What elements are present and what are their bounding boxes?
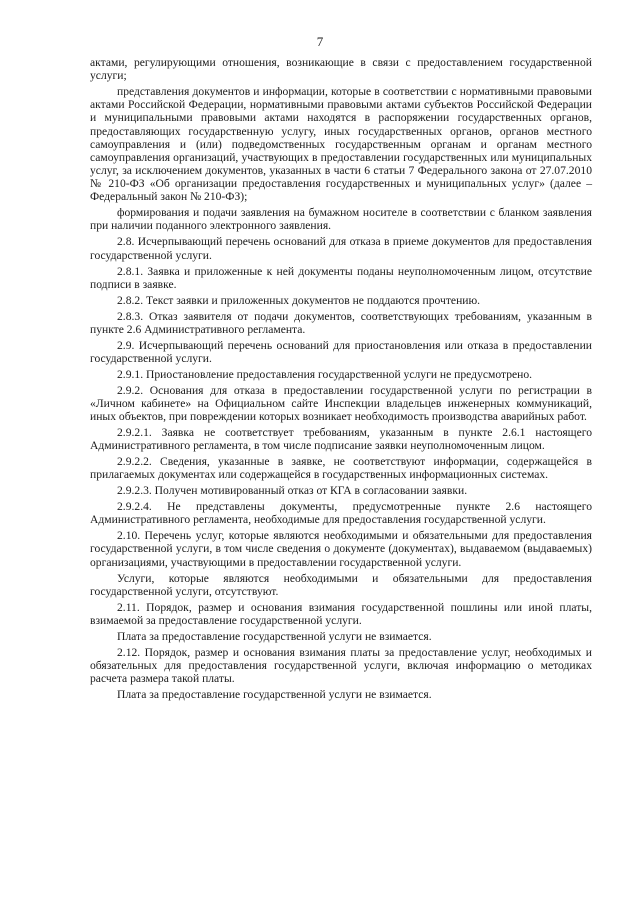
paragraph-2-8-1: 2.8.1. Заявка и приложенные к ней документы поданы неуполномоченным лицом, отсутствие подписи в заявке. (90, 264, 592, 291)
page-number: 7 (316, 34, 324, 49)
paragraph-2-9-2-3: 2.9.2.3. Получен мотивированный отказ от КГА в согласовании заявки. (117, 484, 468, 498)
paragraph-2-8: 2.8. Исчерпывающий перечень оснований для отказа в приеме документов для предоставления государственной услуги. (90, 235, 592, 262)
paragraph-acts-continuation: актами, регулирующими отношения, возникающие в связи с предоставлением государственной услуги; (90, 56, 592, 83)
paragraph-2-10: 2.10. Перечень услуг, которые являются необходимыми и обязательными для предоставления государственной услуги, в том числе сведения о документе (документах), выдаваемом (выдаваемых) организациями, участвующими в предоставлении государственной услуги. (90, 529, 592, 569)
paragraph-2-11: 2.11. Порядок, размер и основания взимания государственной пошлины или иной платы, взимаемой за предоставление государственной услуги. (90, 600, 592, 627)
paragraph-fee-not-charged-2: Плата за предоставление государственной услуги не взимается. (117, 688, 432, 702)
paragraph-2-12: 2.12. Порядок, размер и основания взимания платы за предоставление услуг, необходимых и обязательных для предоставления государственной услуги, включая информацию о методиках расчета размера такой платы. (90, 645, 592, 686)
paragraph-2-9-2: 2.9.2. Основания для отказа в предоставлении государственной услуги по регистрации в «Личном кабинете» на Официальном сайте Инспекции владельцев инженерных коммуникаций, иных объектов, при повреждении которых возникает необходимость производства аварийных работ. (90, 383, 592, 424)
paragraph-2-8-3: 2.8.3. Отказ заявителя от подачи документов, соответствующих требованиям, указанным в пункте 2.6 Административного регламента. (90, 309, 592, 336)
paragraph-2-9-2-1: 2.9.2.1. Заявка не соответствует требованиям, указанным в пункте 2.6.1 настоящего Административного регламента, в том числе подписание заявки неуполномоченным лицом. (90, 426, 592, 453)
paragraph-documents-submission: представления документов и информации, которые в соответствии с нормативными правовыми актами Российской Федерации, нормативными правовыми актами субъектов Российской Федерации и муниципальными правовыми актами находятся в распоряжении государственных органов, предоставляющих государственную услугу, иных государственных органов, органов местного самоуправления и (или) подведомственных государственным органам и органам местного самоуправления организаций, участвующих в предоставлении государственных или муниципальных услуг, за исключением документов, указанных в части 6 статьи 7 Федерального закона от 27.07.2010 № 210-ФЗ «Об организации предоставления государственных и муниципальных услуг» (далее – Федеральный закон № 210-ФЗ); (90, 85, 592, 204)
paragraph-fee-not-charged-1: Плата за предоставление государственной услуги не взимается. (117, 629, 432, 643)
paragraph-2-9-1: 2.9.1. Приостановление предоставления государственной услуги не предусмотрено. (117, 367, 533, 381)
paragraph-services-absent: Услуги, которые являются необходимыми и обязательными для предоставления государственной услуги, отсутствуют. (90, 571, 592, 598)
paragraph-paper-application: формирования и подачи заявления на бумажном носителе в соответствии с бланком заявления при наличии поданного электронного заявления. (90, 206, 592, 233)
paragraph-2-9-2-2: 2.9.2.2. Сведения, указанные в заявке, не соответствуют информации, содержащейся в прилагаемых документах или содержащейся в государственных информационных системах. (90, 455, 592, 482)
paragraph-2-9: 2.9. Исчерпывающий перечень оснований для приостановления или отказа в предоставлении государственной услуги. (90, 338, 592, 365)
paragraph-2-8-2: 2.8.2. Текст заявки и приложенных документов не поддаются прочтению. (117, 293, 481, 307)
document-body (90, 56, 592, 704)
paragraph-2-9-2-4: 2.9.2.4. Не представлены документы, предусмотренные пункте 2.6 настоящего Административного регламента, необходимые для предоставления государственной услуги. (90, 500, 592, 527)
